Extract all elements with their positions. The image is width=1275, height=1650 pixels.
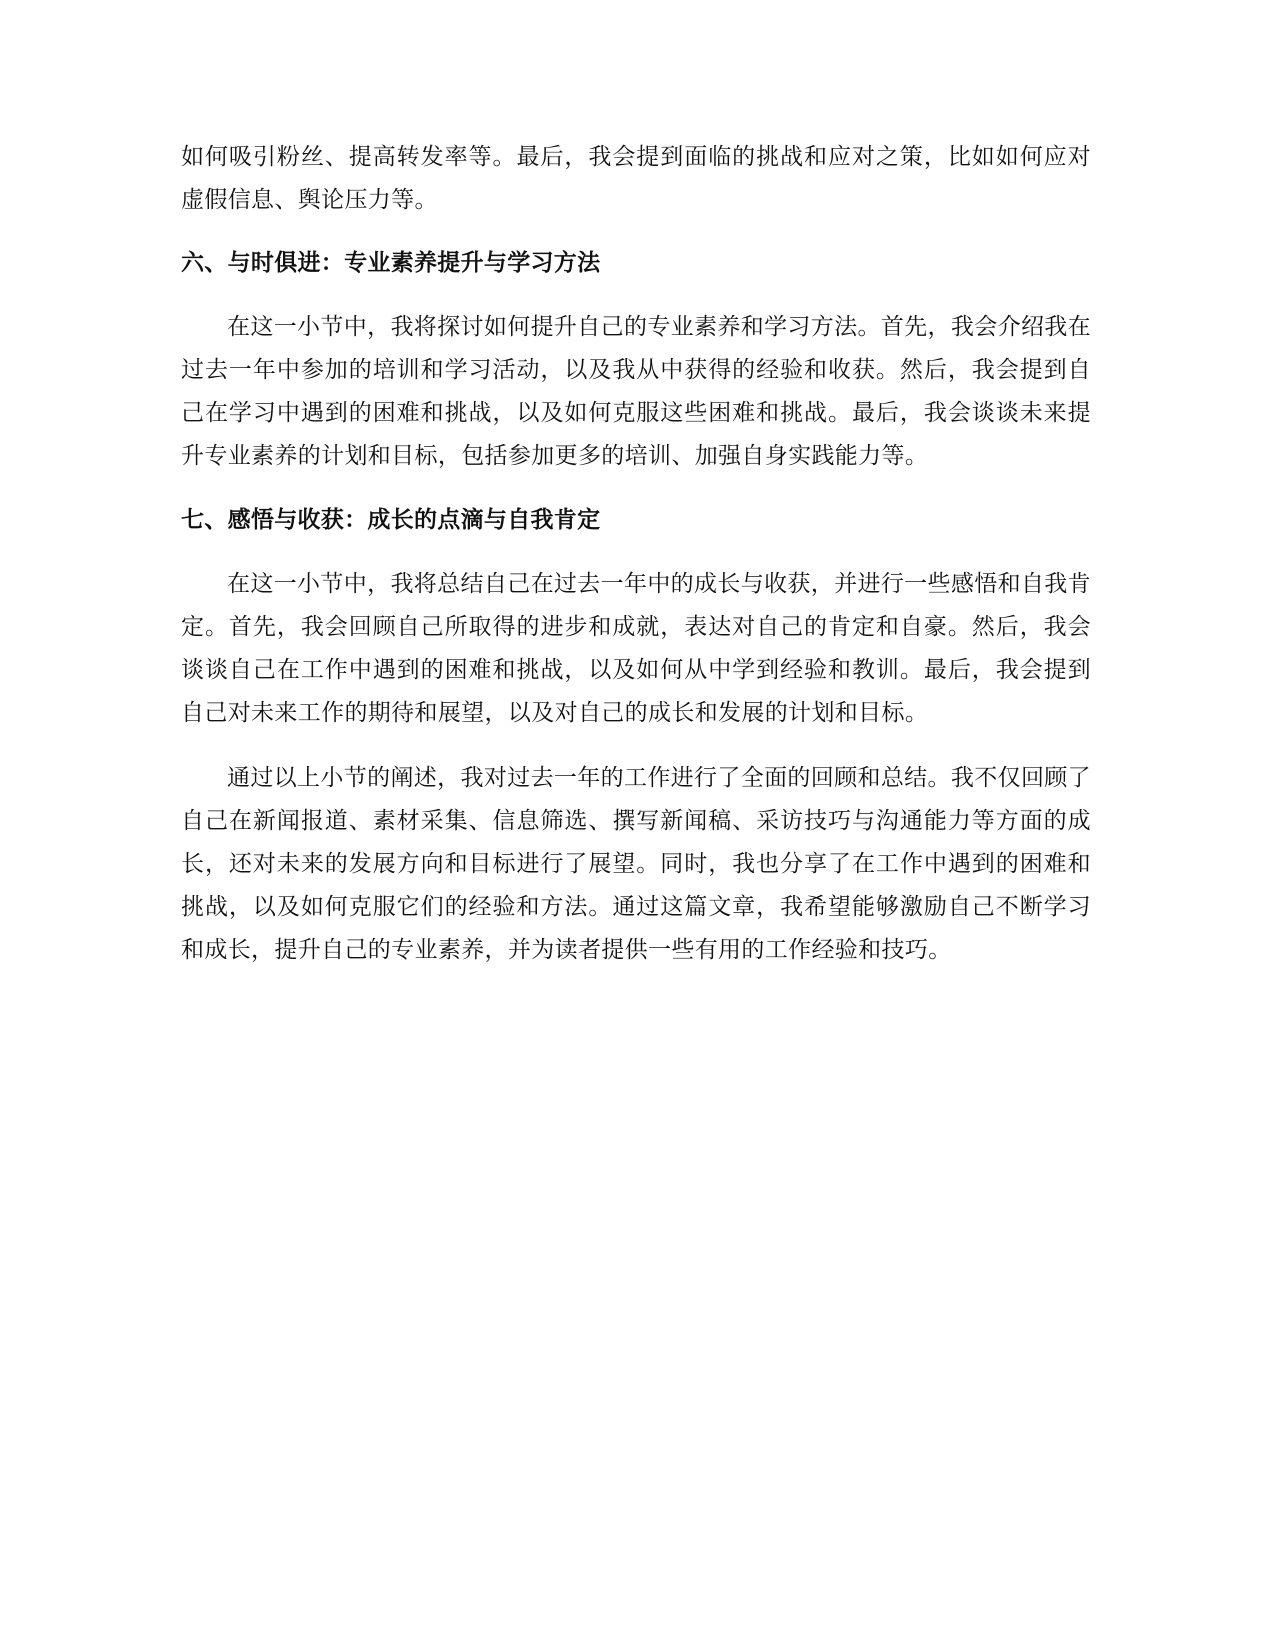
section-paragraph-6: 在这一小节中，我将探讨如何提升自己的专业素养和学习方法。首先，我会介绍我在过去一年中参加的培训和学习活动，以及我从中获得的经验和收获。然后，我会提到自己在学习中遇到的困难和挑战，以及如何克服这些困难和挑战。最后，我会谈谈未来提升专业素养的计划和目标，包括参加更多的培训、加强自身实践能力等。	[181, 314, 1091, 469]
section-heading-7: 七、感悟与收获：成长的点滴与自我肯定	[181, 507, 601, 533]
conclusion-paragraph: 通过以上小节的阐述，我对过去一年的工作进行了全面的回顾和总结。我不仅回顾了自己在新闻报道、素材采集、信息筛选、撰写新闻稿、采访技巧与沟通能力等方面的成长，还对未来的发展方向和目标进行了展望。同时，我也分享了在工作中遇到的困难和挑战，以及如何克服它们的经验和方法。通过这篇文章，我希望能够激励自己不断学习和成长，提升自己的专业素养，并为读者提供一些有用的工作经验和技巧。	[181, 765, 1091, 963]
document-page	[181, 136, 1091, 972]
section-heading-6: 六、与时俱进：专业素养提升与学习方法	[181, 250, 601, 276]
section-paragraph-7: 在这一小节中，我将总结自己在过去一年中的成长与收获，并进行一些感悟和自我肯定。首先，我会回顾自己所取得的进步和成就，表达对自己的肯定和自豪。然后，我会谈谈自己在工作中遇到的困难和挑战，以及如何从中学到经验和教训。最后，我会提到自己对未来工作的期待和展望，以及对自己的成长和发展的计划和目标。	[181, 571, 1091, 726]
continued-paragraph: 如何吸引粉丝、提高转发率等。最后，我会提到面临的挑战和应对之策，比如如何应对虚假信息、舆论压力等。	[181, 144, 1091, 213]
